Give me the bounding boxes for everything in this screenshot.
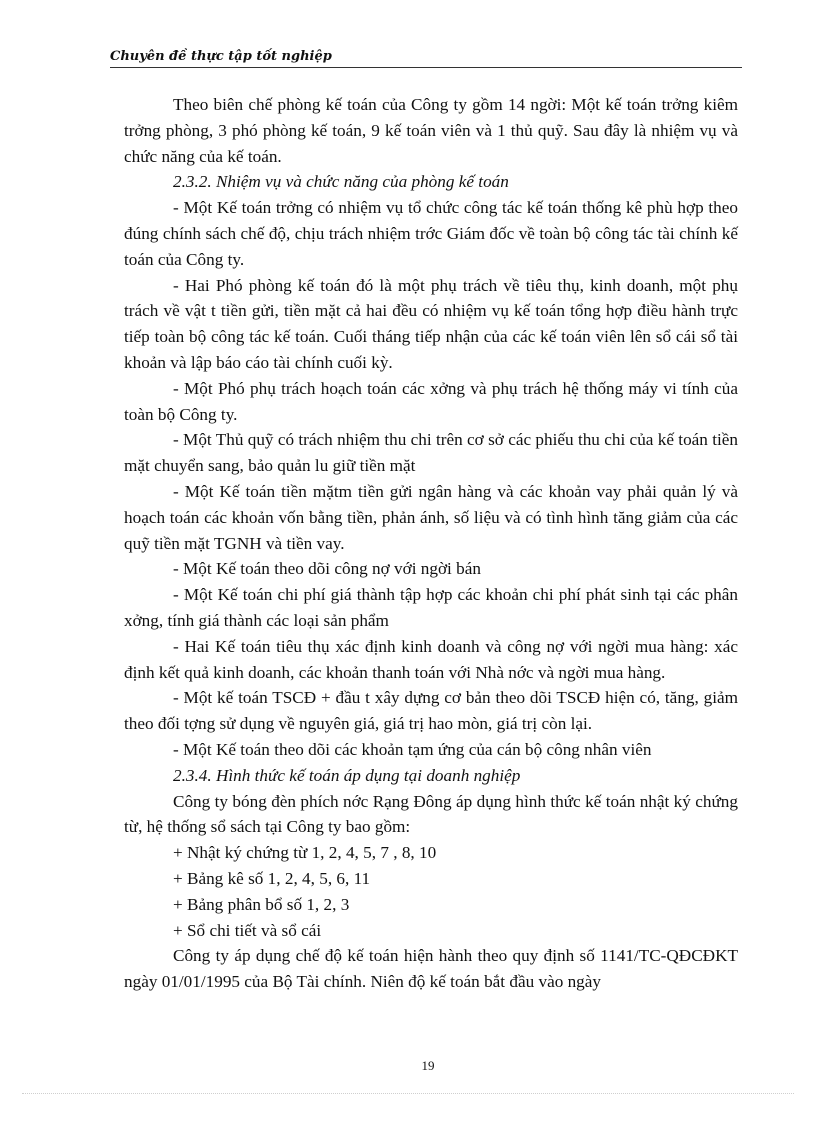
- page-number: 19: [421, 1058, 435, 1073]
- paragraph-workshop-deputy: - Một Phó phụ trách hoạch toán các xởng và phụ trách hệ thống máy vi tính của toàn bộ Công ty.: [124, 378, 738, 424]
- paragraph-sales-accountant: - Hai Kế toán tiêu thụ xác định kinh doanh và công nợ với ngời mua hàng: xác định kết quả kinh doanh, các khoản thanh toán với Nhà nớc và ngời mua hàng.: [124, 636, 738, 682]
- paragraph-cash-accountant: - Một Kế toán tiền mặtm tiền gửi ngân hàng và các khoản vay phải quản lý và hoạch toán các khoản vốn bằng tiền, phản ánh, số liệu và có tình hình tăng giảm của các quỹ tiền mặt TGNH và tiền vay.: [124, 481, 738, 553]
- section-heading-2-3-2: 2.3.2. Nhiệm vụ và chức năng của phòng kế toán: [173, 172, 509, 192]
- running-header: Chuyên đề thực tập tốt nghiệp: [110, 48, 742, 68]
- paragraph-chief-accountant: - Một Kế toán trởng có nhiệm vụ tổ chức công tác kế toán thống kê phù hợp theo đúng chính sách chế độ, chịu trách nhiệm trớc Giám đốc về toàn bộ công tác tài chính kế toán của Công ty.: [124, 198, 738, 269]
- section-heading-2-3-4: 2.3.4. Hình thức kế toán áp dụng tại doanh nghiệp: [173, 765, 521, 785]
- list-item-allocation: + Bảng phân bổ số 1, 2, 3: [173, 894, 350, 914]
- paragraph-advance-accountant: - Một Kế toán theo dõi các khoản tạm ứng của cán bộ công nhân viên: [173, 739, 652, 759]
- paragraph-cost-accountant: - Một Kế toán chi phí giá thành tập hợp các khoản chi phí phát sinh tại các phân xởng, tính giá thành các loại sản phẩm: [124, 585, 738, 630]
- list-item-ledgers: + Sổ chi tiết và sổ cái: [173, 920, 322, 940]
- paragraph-staffing: Theo biên chế phòng kế toán của Công ty gồm 14 ngời: Một kế toán trởng kiêm trởng phòng, 3 phó phòng kế toán, 9 kế toán viên và 1 thủ quỹ. Sau đây là nhiệm vụ và chức năng của kế toán.: [124, 95, 738, 166]
- paragraph-accounting-form: Công ty bóng đèn phích nớc Rạng Đông áp dụng hình thức kế toán nhật ký chứng từ, hệ thống sổ sách tại Công ty bao gồm:: [124, 791, 738, 837]
- footer-divider: [22, 1093, 794, 1094]
- list-item-statements: + Bảng kê số 1, 2, 4, 5, 6, 11: [173, 868, 371, 888]
- paragraph-fixed-asset-accountant: - Một kế toán TSCĐ + đầu t xây dựng cơ bản theo dõi TSCĐ hiện có, tăng, giảm theo đối tợng sử dụng về nguyên giá, giá trị hao mòn, giá trị còn lại.: [124, 688, 738, 734]
- paragraph-payables-accountant: - Một Kế toán theo dõi công nợ với ngời bán: [173, 559, 481, 579]
- paragraph-treasurer: - Một Thủ quỹ có trách nhiệm thu chi trên cơ sở các phiếu thu chi của kế toán tiền mặt chuyển sang, bảo quản lu giữ tiền mặt: [124, 430, 738, 476]
- list-item-journals: + Nhật ký chứng từ 1, 2, 4, 5, 7 , 8, 10: [173, 843, 437, 863]
- document-body: [124, 92, 738, 995]
- paragraph-regulation: Công ty áp dụng chế độ kế toán hiện hành theo quy định số 1141/TC-QĐCĐKT ngày 01/01/1995 của Bộ Tài chính. Niên độ kế toán bắt đầu vào ngày: [124, 946, 738, 992]
- paragraph-deputy-heads: - Hai Phó phòng kế toán đó là một phụ trách về tiêu thụ, kinh doanh, một phụ trách về vật t tiền gửi, tiền mặt cả hai đều có nhiệm vụ kế toán tổng hợp điều hành trực tiếp toàn bộ công tác kế toán. Cuối tháng tiếp nhận của các kế toán viên lên sổ cái sổ tài khoản và lập báo cáo tài chính cuối kỳ.: [124, 275, 738, 372]
